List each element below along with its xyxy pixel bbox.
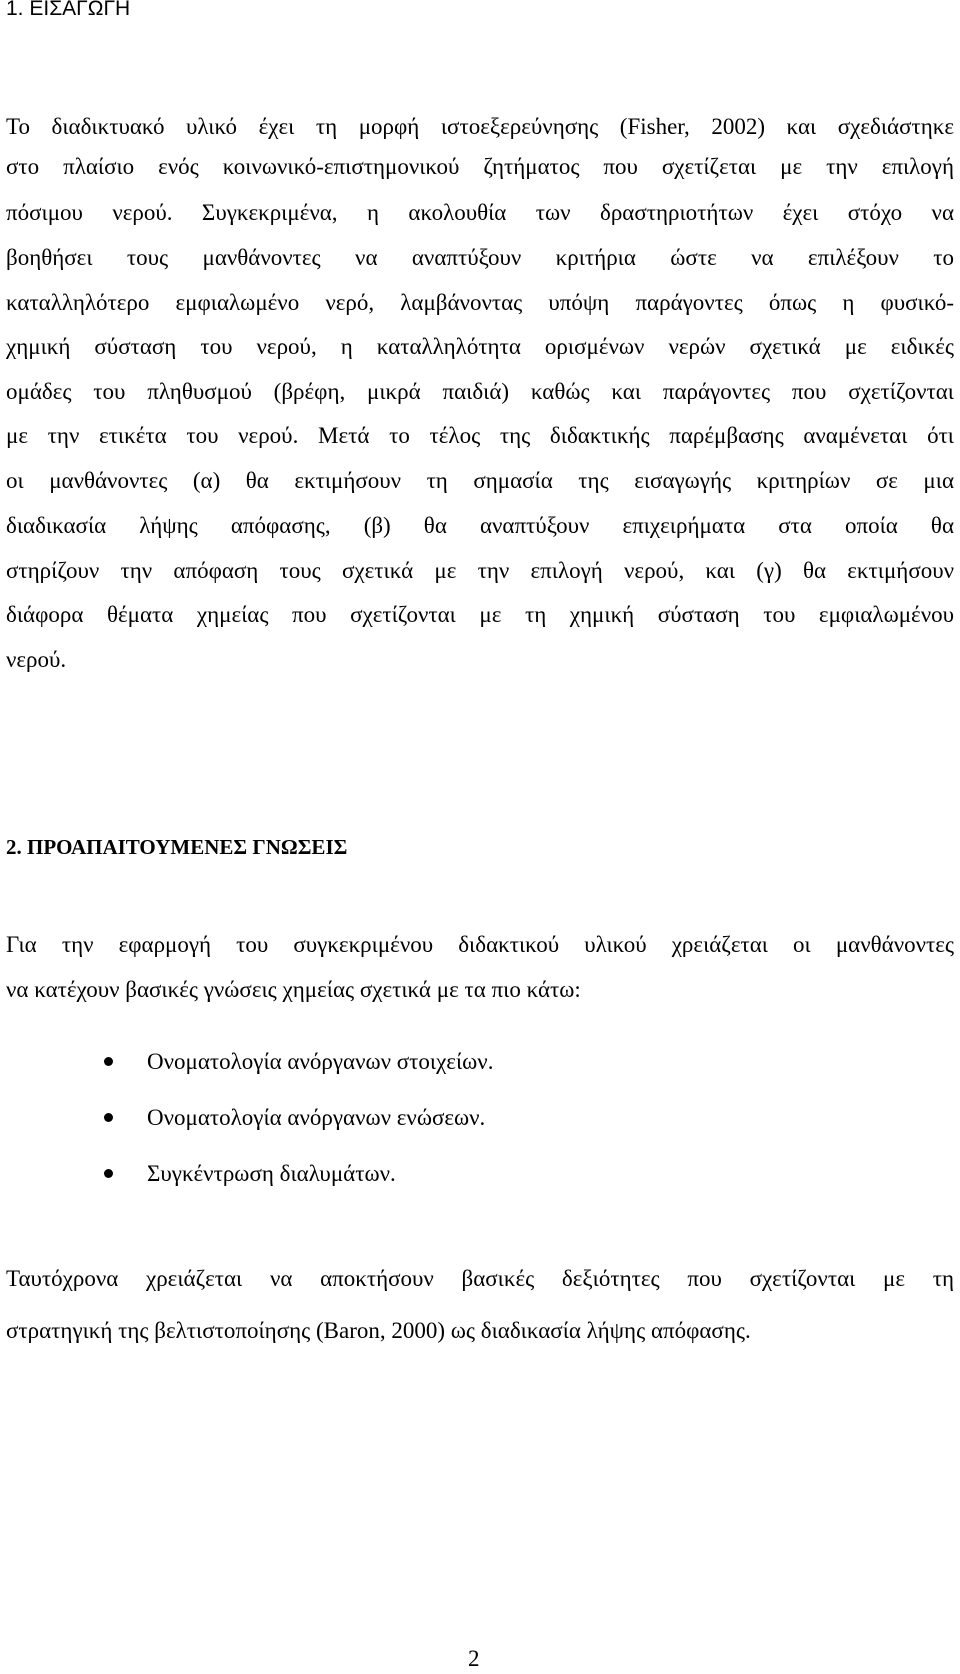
paragraph-line: οι μανθάνοντες (α) θα εκτιμήσουν τη σημασία της εισαγωγής κριτηρίων σε μια (6, 468, 954, 493)
list-item-text: Ονοματολογία ανόργανων στοιχείων. (147, 1049, 494, 1074)
list-item-text: Συγκέντρωση διαλυμάτων. (147, 1161, 396, 1186)
paragraph-line: στρατηγική της βελτιστοποίησης (Baron, 2000) ως διαδικασία λήψης απόφασης. (6, 1318, 751, 1343)
bullet-icon (104, 1113, 113, 1122)
paragraph-line: διαδικασία λήψης απόφασης, (β) θα αναπτύξουν επιχειρήματα στα οποία θα (6, 513, 954, 538)
paragraph-line: στηρίζουν την απόφαση τους σχετικά με την επιλογή νερού, και (γ) θα εκτιμήσουν (6, 558, 954, 583)
paragraph-line: ομάδες του πληθυσμού (βρέφη, μικρά παιδιά) καθώς και παράγοντες που σχετίζονται (6, 379, 954, 404)
bullet-icon (104, 1169, 113, 1178)
page-number: 2 (468, 1646, 480, 1671)
paragraph-line: στο πλαίσιο ενός κοινωνικό-επιστημονικού ζητήματος που σχετίζεται με την επιλογή (6, 154, 954, 179)
paragraph-line: με την ετικέτα του νερού. Μετά το τέλος της διδακτικής παρέμβασης αναμένεται ότι (6, 423, 954, 448)
section-1-heading: 1. ΕΙΣΑΓΩΓΗ (6, 0, 131, 20)
list-item-text: Ονοματολογία ανόργανων ενώσεων. (147, 1105, 486, 1130)
paragraph-line: Για την εφαρμογή του συγκεκριμένου διδακτικού υλικού χρειάζεται οι μανθάνοντες (6, 932, 954, 957)
paragraph-line: νερού. (6, 647, 67, 672)
paragraph-line: βοηθήσει τους μανθάνοντες να αναπτύξουν κριτήρια ώστε να επιλέξουν το (6, 245, 954, 270)
paragraph-line: καταλληλότερο εμφιαλωμένο νερό, λαμβάνοντας υπόψη παράγοντες όπως η φυσικό- (6, 290, 954, 315)
paragraph-line: Ταυτόχρονα χρειάζεται να αποκτήσουν βασικές δεξιότητες που σχετίζονται με τη (6, 1266, 954, 1291)
paragraph-line: χημική σύσταση του νερού, η καταλληλότητα ορισμένων νερών σχετικά με ειδικές (6, 334, 954, 359)
paragraph-line: να κατέχουν βασικές γνώσεις χημείας σχετικά με τα πιο κάτω: (6, 977, 581, 1002)
section-2-heading: 2. ΠΡΟΑΠΑΙΤΟΥΜΕΝΕΣ ΓΝΩΣΕΙΣ (6, 835, 348, 859)
paragraph-line: πόσιμου νερού. Συγκεκριμένα, η ακολουθία των δραστηριοτήτων έχει στόχο να (6, 200, 954, 225)
bullet-icon (104, 1057, 113, 1066)
paragraph-line: διάφορα θέματα χημείας που σχετίζονται με τη χημική σύσταση του εμφιαλωμένου (6, 602, 954, 627)
paragraph-line: Το διαδικτυακό υλικό έχει τη μορφή ιστοεξερεύνησης (Fisher, 2002) και σχεδιάστηκε (6, 114, 954, 139)
